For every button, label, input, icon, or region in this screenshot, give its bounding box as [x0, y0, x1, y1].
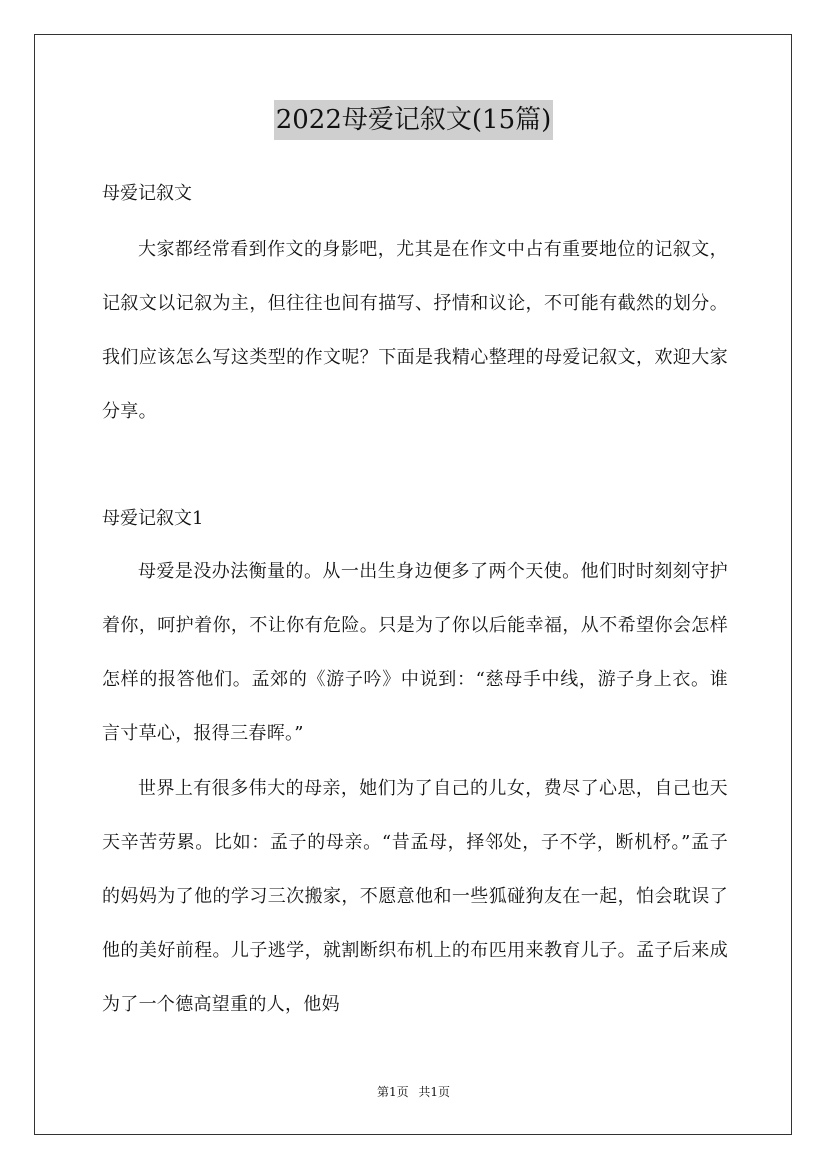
document-title: 2022母爱记叙文(15篇)	[274, 100, 554, 140]
essay-1-heading: 母爱记叙文1	[102, 508, 204, 529]
intro-paragraph: 大家都经常看到作文的身影吧，尤其是在作文中占有重要地位的记叙文，记叙文以记叙为主，但往往也间有描写、抒情和议论，不可能有截然的划分。我们应该怎么写这类型的作文呢？下面是我精心整理的母爱记叙文，欢迎大家分享。	[102, 239, 728, 422]
title-container	[0, 100, 827, 140]
essay-1-paragraph-2: 世界上有很多伟大的母亲，她们为了自己的儿女，费尽了心思，自己也天天辛苦劳累。比如：孟子的母亲。“昔孟母，择邻处，子不学，断机杼。”孟子的妈妈为了他的学习三次搬家，不愿意他和一些狐碰狗友在一起，怕会耽误了他的美好前程。儿子逃学，就割断织布机上的布匹用来教育儿子。孟子后来成为了一个德高望重的人，他妈	[102, 778, 728, 1015]
page-number: 第1页	[376, 1085, 409, 1099]
essay-1-paragraph-1: 母爱是没办法衡量的。从一出生身边便多了两个天使。他们时时刻刻守护着你，呵护着你，不让你有危险。只是为了你以后能幸福，从不希望你会怎样怎样的报答他们。孟郊的《游子吟》中说到：“慈母手中线，游子身上衣。谁言寸草心，报得三春晖。”	[102, 561, 728, 744]
section-heading: 母爱记叙文	[102, 183, 192, 204]
page-footer	[0, 1083, 827, 1100]
page-total: 共1页	[418, 1085, 451, 1099]
